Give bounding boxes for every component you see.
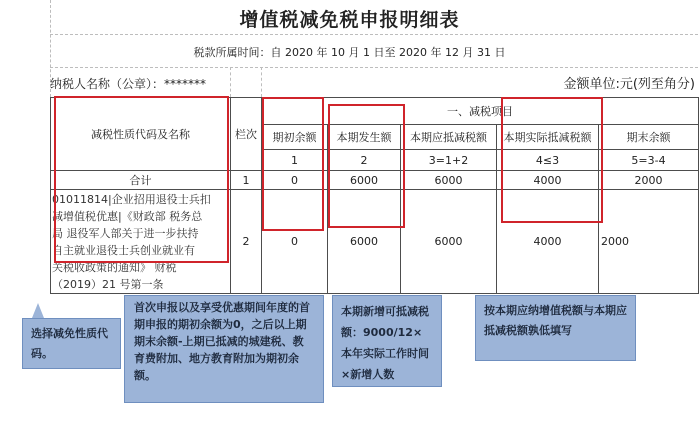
col-actual-deduction: 本期实际抵减税额	[497, 125, 599, 150]
col-num: 1	[262, 150, 328, 171]
form-title: 增值税减免税申报明细表	[239, 9, 460, 31]
tax-period: 税款所属时间：自 2020 年 10 月 1 日至 2020 年 12 月 31 日	[193, 46, 506, 59]
desc-line: 关税收政策的通知》 财税	[52, 261, 177, 274]
col-num: 3=1+2	[401, 150, 497, 171]
callout-pointer	[32, 303, 44, 318]
guide-line	[50, 34, 698, 35]
desc-line: 01011814|企业招用退役士兵扣	[52, 193, 211, 206]
desc-line: 局 退役军人部关于进一步扶持	[52, 227, 199, 240]
guide-line	[230, 67, 231, 97]
col-num: 4≤3	[497, 150, 599, 171]
item-value: 6000	[328, 190, 401, 294]
callout-new-deduction: 本期新增可抵减税额：9000/12×本年实际工作时间×新增人数	[332, 295, 442, 387]
col-num: 5=3-4	[599, 150, 699, 171]
item-value: 4000	[497, 190, 599, 294]
desc-line: （2019）21 号第一条	[52, 278, 164, 291]
total-value: 6000	[328, 171, 401, 190]
total-line: 1	[231, 171, 262, 190]
highlight-current-box	[328, 104, 405, 228]
total-value: 0	[262, 171, 328, 190]
guide-line	[261, 67, 262, 97]
header-code-name: 减税性质代码及名称	[51, 98, 231, 171]
col-closing-balance: 期末余额	[599, 125, 699, 150]
total-value: 2000	[599, 171, 699, 190]
highlight-opening-box	[262, 97, 324, 231]
highlight-actual-box	[501, 97, 603, 223]
total-value: 6000	[401, 171, 497, 190]
item-value: 0	[262, 190, 328, 294]
item-line: 2	[231, 190, 262, 294]
desc-line: 自主就业退役士兵创业就业有	[52, 244, 195, 257]
total-value: 4000	[497, 171, 599, 190]
callout-fill-rule: 按本期应纳增值税额与本期应抵减税额孰低填写	[475, 295, 636, 361]
callout-select-code: 选择减免性质代码。	[22, 318, 121, 369]
col-deductible-tax: 本期应抵减税额	[401, 125, 497, 150]
highlight-code-box	[54, 96, 229, 263]
callout-opening-balance: 首次申报以及享受优惠期间年度的首期申报的期初余额为0，之后以上期期末余额-上期已抵减的城建税、教育费附加、地方教育附加为期初余额。	[124, 295, 324, 403]
desc-line: 减增值税优惠|《财政部 税务总	[52, 210, 203, 223]
guide-line	[50, 67, 698, 68]
section-title: 一、减税项目	[262, 98, 699, 125]
total-label: 合计	[51, 171, 231, 190]
item-value: 6000	[401, 190, 497, 294]
header-line-no: 栏次	[231, 98, 262, 171]
col-opening-balance: 期初余额	[262, 125, 328, 150]
amount-unit: 金额单位:元(列至角分)	[563, 77, 695, 92]
item-value: 2000	[599, 190, 699, 294]
taxpayer-name: 纳税人名称（公章）：*******	[50, 77, 207, 91]
col-current-amount: 本期发生额	[328, 125, 401, 150]
col-num: 2	[328, 150, 401, 171]
